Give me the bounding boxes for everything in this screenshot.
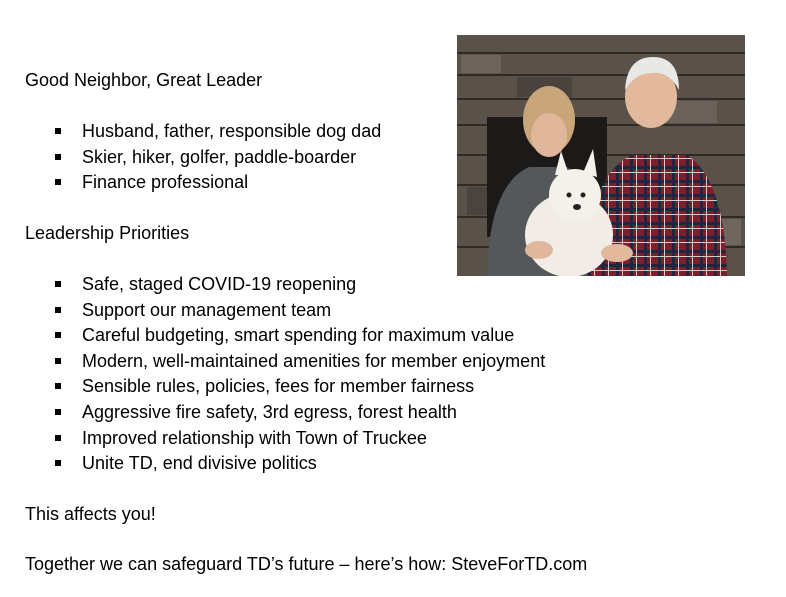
list-item	[54, 120, 381, 146]
bullet-square-icon	[55, 179, 61, 185]
list-item	[54, 350, 545, 376]
list-item-text: Support our management team	[82, 299, 332, 320]
bullet-square-icon	[55, 460, 61, 466]
bullet-square-icon	[55, 154, 61, 160]
list-item-text: Aggressive fire safety, 3rd egress, forest health	[82, 401, 457, 422]
bullet-square-icon	[55, 281, 61, 287]
bullet-square-icon	[55, 358, 61, 364]
list-item	[54, 299, 545, 325]
list-item-text: Safe, staged COVID-19 reopening	[82, 274, 357, 294]
bullet-square-icon	[55, 435, 61, 441]
list-item	[54, 171, 381, 197]
list-item-text: Skier, hiker, golfer, paddle-boarder	[82, 146, 357, 167]
priorities-bullet-list	[54, 273, 545, 478]
list-item	[54, 146, 381, 172]
closing-line	[25, 553, 587, 575]
list-item	[54, 273, 545, 299]
list-item-text: Careful budgeting, smart spending for maximum value	[82, 325, 515, 346]
list-item	[54, 324, 545, 350]
bullet-square-icon	[55, 332, 61, 338]
bullet-square-icon	[55, 383, 61, 389]
campaign-website-link[interactable]: SteveForTD.com	[451, 554, 588, 574]
list-item	[54, 427, 545, 453]
list-item-text: Husband, father, responsible dog dad	[82, 121, 382, 141]
closing-text: Together we can safeguard TD’s future – here’s how:	[25, 554, 452, 574]
list-item	[54, 375, 545, 401]
list-item-text: Sensible rules, policies, fees for member fairness	[82, 376, 475, 397]
list-item-text: Modern, well-maintained amenities for member enjoyment	[82, 350, 546, 371]
candidate-family-photo	[457, 35, 745, 276]
list-item	[54, 401, 545, 427]
bullet-square-icon	[55, 128, 61, 134]
bullet-square-icon	[55, 409, 61, 415]
bullet-square-icon	[55, 307, 61, 313]
list-item-text: Finance professional	[82, 172, 249, 193]
photo-illustration	[457, 35, 745, 276]
personal-bullet-list	[54, 120, 381, 197]
list-item	[54, 452, 545, 478]
section-heading-leadership-priorities: Leadership Priorities	[25, 223, 190, 243]
callout-text: This affects you!	[25, 504, 156, 524]
section-heading-good-neighbor: Good Neighbor, Great Leader	[25, 70, 263, 90]
list-item-text: Improved relationship with Town of Truckee	[82, 427, 427, 448]
list-item-text: Unite TD, end divisive politics	[82, 453, 317, 474]
